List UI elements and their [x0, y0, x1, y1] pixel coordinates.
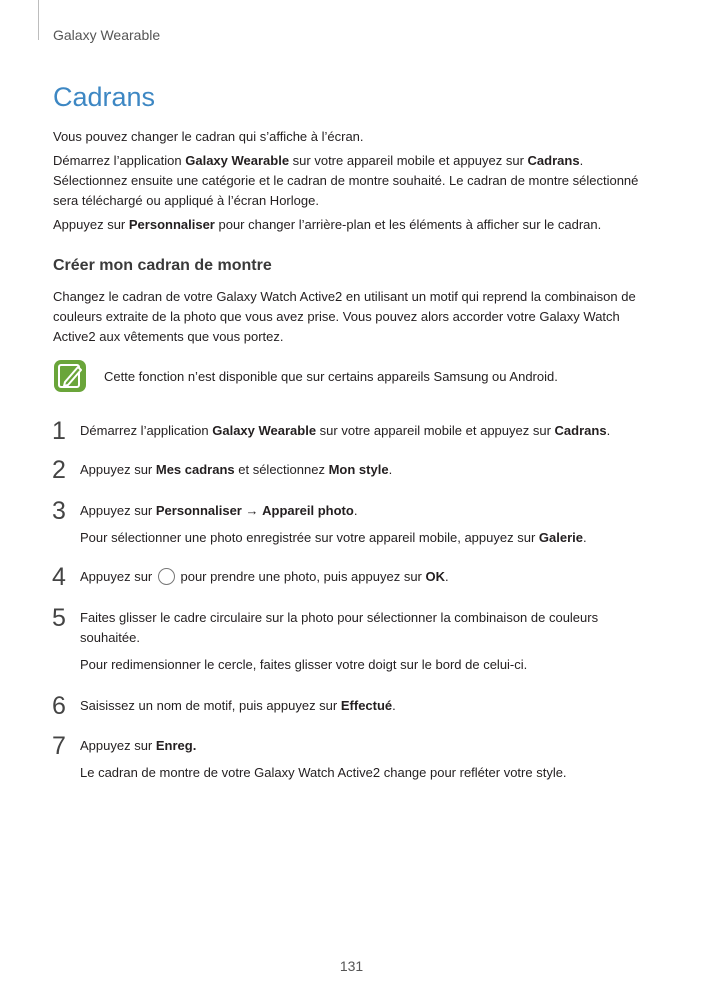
step-subtext: Pour redimensionner le cercle, faites glisser votre doigt sur le bord de celui-ci.	[80, 657, 528, 672]
page-title: Cadrans	[53, 82, 156, 112]
step-number: 2	[52, 456, 66, 484]
step-number: 4	[52, 563, 66, 591]
step-text: Appuyez sur pour prendre une photo, puis appuyez sur OK.	[80, 569, 449, 584]
step-text: Saisissez un nom de motif, puis appuyez sur Effectué.	[80, 698, 396, 713]
step-subtext: Le cadran de montre de votre Galaxy Watch Active2 change pour refléter votre style.	[80, 765, 567, 780]
step-number: 7	[52, 732, 66, 760]
step-text: Appuyez sur Mes cadrans et sélectionnez Mon style.	[80, 462, 393, 477]
step-text: Faites glisser le cadre circulaire sur la photo pour sélectionner la combinaison de couleurs souhaitée.	[80, 610, 599, 645]
step-text: Appuyez sur Personnaliser → Appareil photo.	[80, 503, 358, 518]
step-subtext: Pour sélectionner une photo enregistrée sur votre appareil mobile, appuyez sur Galerie.	[80, 530, 587, 545]
step-text: Démarrez l’application Galaxy Wearable sur votre appareil mobile et appuyez sur Cadrans.	[80, 423, 611, 438]
subsection-title: Créer mon cadran de montre	[53, 257, 272, 274]
step-number: 3	[52, 497, 66, 525]
step-text: Appuyez sur Enreg.	[80, 738, 197, 753]
step-number: 6	[52, 692, 66, 720]
paragraph-launch: Démarrez l’application Galaxy Wearable sur votre appareil mobile et appuyez sur Cadrans. Sélectionnez ensuite une catégorie et le cadran de montre souhaité. Le cadran de montre sélectionné sera téléchargé ou appliqué à l’écran Horloge.	[53, 153, 639, 208]
step-number: 5	[52, 604, 66, 632]
intro-paragraph: Vous pouvez changer le cadran qui s’affiche à l’écran.	[53, 129, 364, 144]
running-header: Galaxy Wearable	[53, 27, 161, 43]
camera-shutter-icon	[158, 568, 175, 585]
paragraph-customize: Appuyez sur Personnaliser pour changer l’arrière-plan et les éléments à afficher sur le cadran.	[53, 217, 602, 232]
note-text: Cette fonction n’est disponible que sur certains appareils Samsung ou Android.	[104, 369, 558, 384]
step-number: 1	[52, 417, 66, 445]
page-number: 131	[339, 958, 364, 974]
subsection-intro: Changez le cadran de votre Galaxy Watch Active2 en utilisant un motif qui reprend la combinaison de couleurs extraite de la photo que vous avez prise. Vous pouvez alors accorder votre Galaxy Watch Active2 aux vêtements que vous portez.	[53, 289, 636, 344]
header-rule	[38, 0, 39, 40]
note-pencil-icon	[53, 359, 87, 393]
